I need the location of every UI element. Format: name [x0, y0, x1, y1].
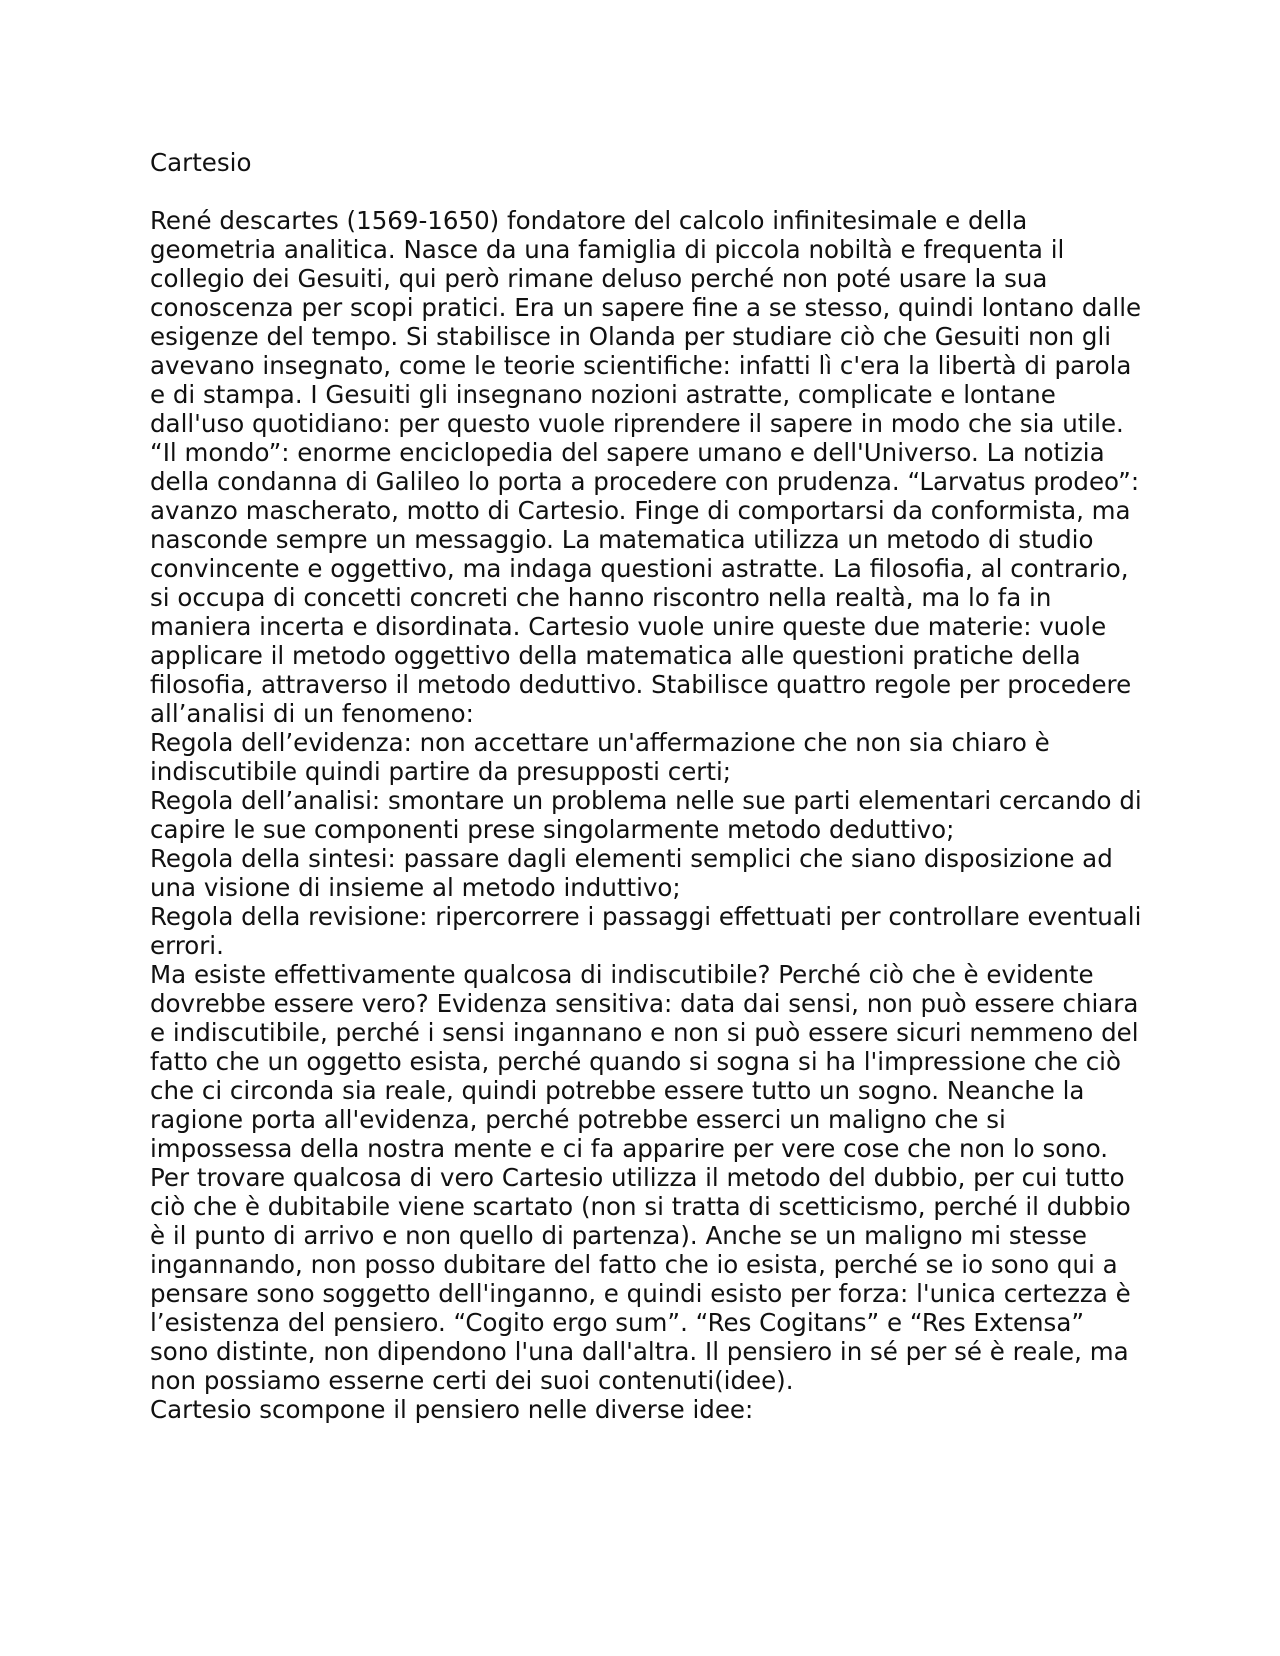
paragraph-rule-evidence: Regola dell’evidenza: non accettare un'affermazione che non sia chiaro è indiscutibile quindi partire da presupposti certi; — [150, 728, 1050, 786]
paragraph-rule-analysis: Regola dell’analisi: smontare un problema nelle sue parti elementari cercando di capire le sue componenti prese singolarmente metodo deduttivo; — [150, 786, 1142, 844]
paragraph-intro: René descartes (1569-1650) fondatore del calcolo infinitesimale e della geometria analitica. Nasce da una famiglia di piccola nobiltà e frequenta il collegio dei Gesuiti, qui però rimane deluso perché non poté usare la sua conoscenza per scopi pratici. Era un sapere fine a se stesso, quindi lontano dalle esigenze del tempo. Si stabilisce in Olanda per studiare ciò che Gesuiti non gli avevano insegnato, come le teorie scientifiche: infatti lì c'era la libertà di parola e di stampa. I Gesuiti gli insegnano nozioni astratte, complicate e lontane dall'uso quotidiano: per questo vuole riprendere il sapere in modo che sia utile. “Il mondo”: enorme enciclopedia del sapere umano e dell'Universo. La notizia della condanna di Galileo lo porta a procedere con prudenza. “Larvatus prodeo”: avanzo mascherato, motto di Cartesio. Finge di comportarsi da conformista, ma nasconde sempre un messaggio. La matematica utilizza un metodo di studio convincente e oggettivo, ma indaga questioni astratte. La filosofia, al contrario, si occupa di concetti concreti che hanno riscontro nella realtà, ma lo fa in maniera incerta e disordinata. Cartesio vuole unire queste due materie: vuole applicare il metodo oggettivo della matematica alle questioni pratiche della filosofia, attraverso il metodo deduttivo. Stabilisce quattro regole per procedere all’analisi di un fenomeno: — [150, 206, 1142, 728]
paragraph-rule-synthesis: Regola della sintesi: passare dagli elementi semplici che siano disposizione ad una visione di insieme al metodo induttivo; — [150, 844, 1113, 902]
paragraph-doubt: Ma esiste effettivamente qualcosa di indiscutibile? Perché ciò che è evidente dovrebbe essere vero? Evidenza sensitiva: data dai sensi, non può essere chiara e indiscutibile, perché i sensi ingannano e non si può essere sicuri nemmeno del fatto che un oggetto esista, perché quando si sogna si ha l'impressione che ciò che ci circonda sia reale, quindi potrebbe essere tutto un sogno. Neanche la ragione porta all'evidenza, perché potrebbe esserci un maligno che si impossessa della nostra mente e ci fa apparire per vere cose che non lo sono. Per trovare qualcosa di vero Cartesio utilizza il metodo del dubbio, per cui tutto ciò che è dubitabile viene scartato (non si tratta di scetticismo, perché il dubbio è il punto di arrivo e non quello di partenza). Anche se un maligno mi stesse ingannando, non posso dubitare del fatto che io esista, perché se io sono qui a pensare sono soggetto dell'inganno, e quindi esisto per forza: l'unica certezza è l’esistenza del pensiero. “Cogito ergo sum”. “Res Cogitans” e “Res Extensa” sono distinte, non dipendono l'una dall'altra. Il pensiero in sé per sé è reale, ma non possiamo esserne certi dei suoi contenuti(idee). — [150, 960, 1139, 1395]
document-page — [150, 148, 1150, 1424]
paragraph-ideas: Cartesio scompone il pensiero nelle diverse idee: — [150, 1395, 754, 1424]
document-title: Cartesio — [150, 148, 252, 177]
paragraph-rule-revision: Regola della revisione: ripercorrere i passaggi effettuati per controllare eventuali errori. — [150, 902, 1142, 960]
